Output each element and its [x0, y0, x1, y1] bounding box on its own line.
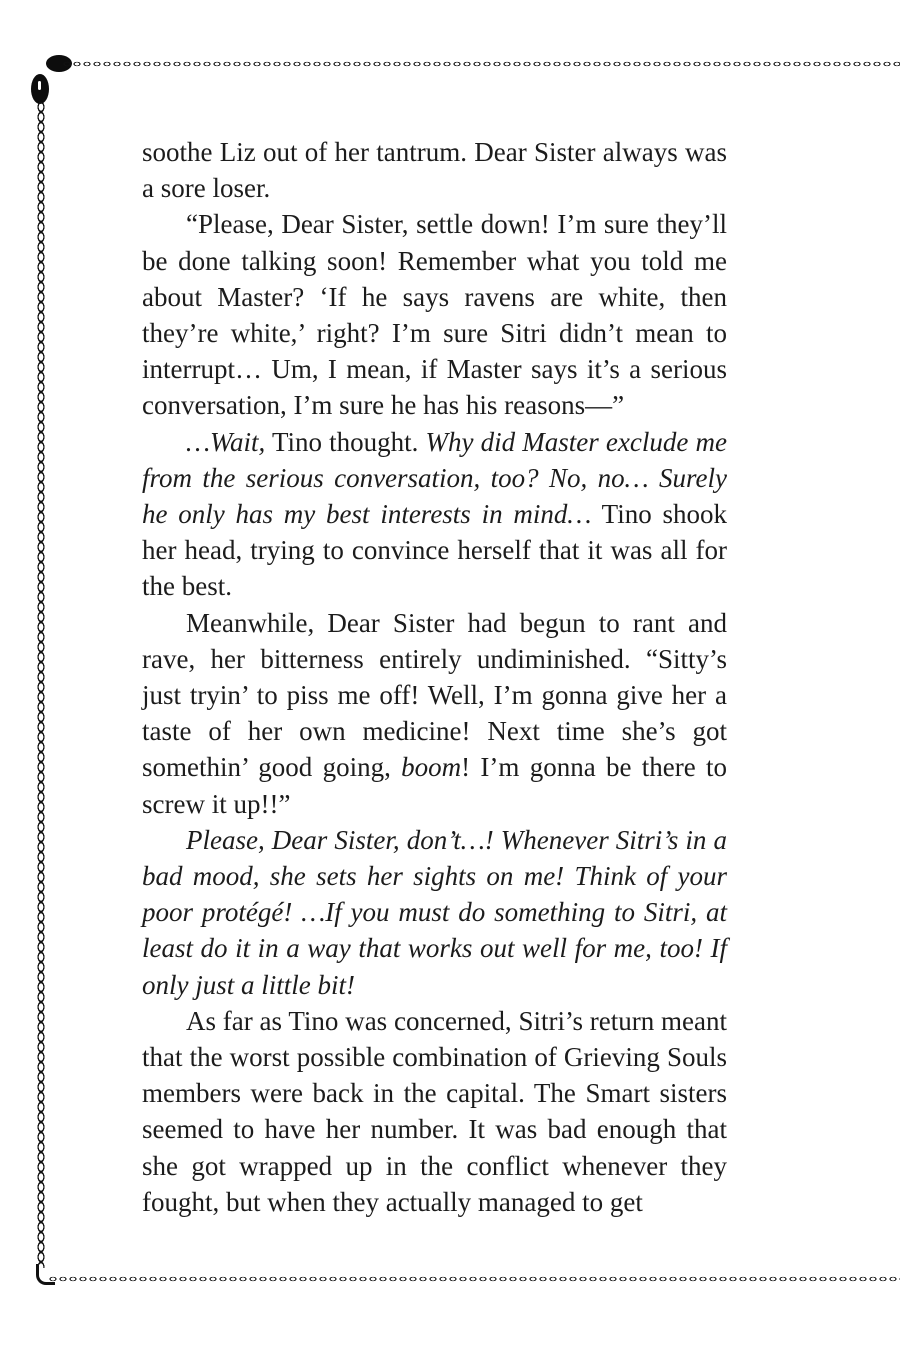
- text-run: As far as Tino was concerned, Sitri’s return meant that the worst possible combination of Grieving Souls members were back in the capital. The Smart sisters seemed to have her number. It was bad enough that she got wrapped up in the conflict whenever they fought, but when they actually managed to get: [142, 1005, 727, 1217]
- paragraph-4: [142, 605, 727, 822]
- paragraph-3: [142, 424, 727, 605]
- chain-link-icon: [31, 74, 49, 104]
- paragraph-2: [142, 206, 727, 423]
- text-run: Tino shook her head, trying to convince herself that it was all for the best.: [142, 499, 727, 602]
- chain-border-bottom: [48, 1274, 900, 1284]
- paragraph-1: [142, 134, 727, 206]
- paragraph-5: [142, 822, 727, 1003]
- italic-text-run: Why did Master exclude me from the serious conversation, too? No, no… Surely he only has my best interests in mind…: [142, 426, 727, 530]
- text-run: Meanwhile, Dear Sister had begun to rant and rave, her bitterness entirely undiminished. “Sitty’s just tryin’ to piss me off! Well, I’m gonna give her a taste of her own medicine! Next time she’s got somethin’ good going,: [142, 607, 727, 783]
- chain-border-top: [62, 59, 900, 69]
- text-run: soothe Liz out of her tantrum. Dear Sister always was a sore loser.: [142, 137, 727, 204]
- body-text: [142, 134, 727, 1220]
- paragraph-6: [142, 1003, 727, 1220]
- text-run: Tino thought.: [265, 426, 426, 457]
- chain-border-left: [36, 102, 46, 1268]
- italic-text-run: Please, Dear Sister, don’t…! Whenever Sitri’s in a bad mood, she sets her sights on me! Think of your poor protégé! …If you must do something to Sitri, at least do it in a way that works out well for me, too! If only just a little bit!: [142, 824, 727, 1000]
- text-run: “Please, Dear Sister, settle down! I’m sure they’ll be done talking soon! Remember what you told me about Master? ‘If he says ravens are white, then they’re white,’ right? I’m sure Sitri didn’t mean to interrupt… Um, I mean, if Master says it’s a serious conversation, I’m sure he has his reasons—”: [142, 209, 727, 421]
- italic-text-run: boom: [401, 752, 462, 783]
- text-run: ! I’m gonna be there to screw it up!!”: [142, 752, 728, 819]
- italic-text-run: …Wait,: [186, 426, 266, 457]
